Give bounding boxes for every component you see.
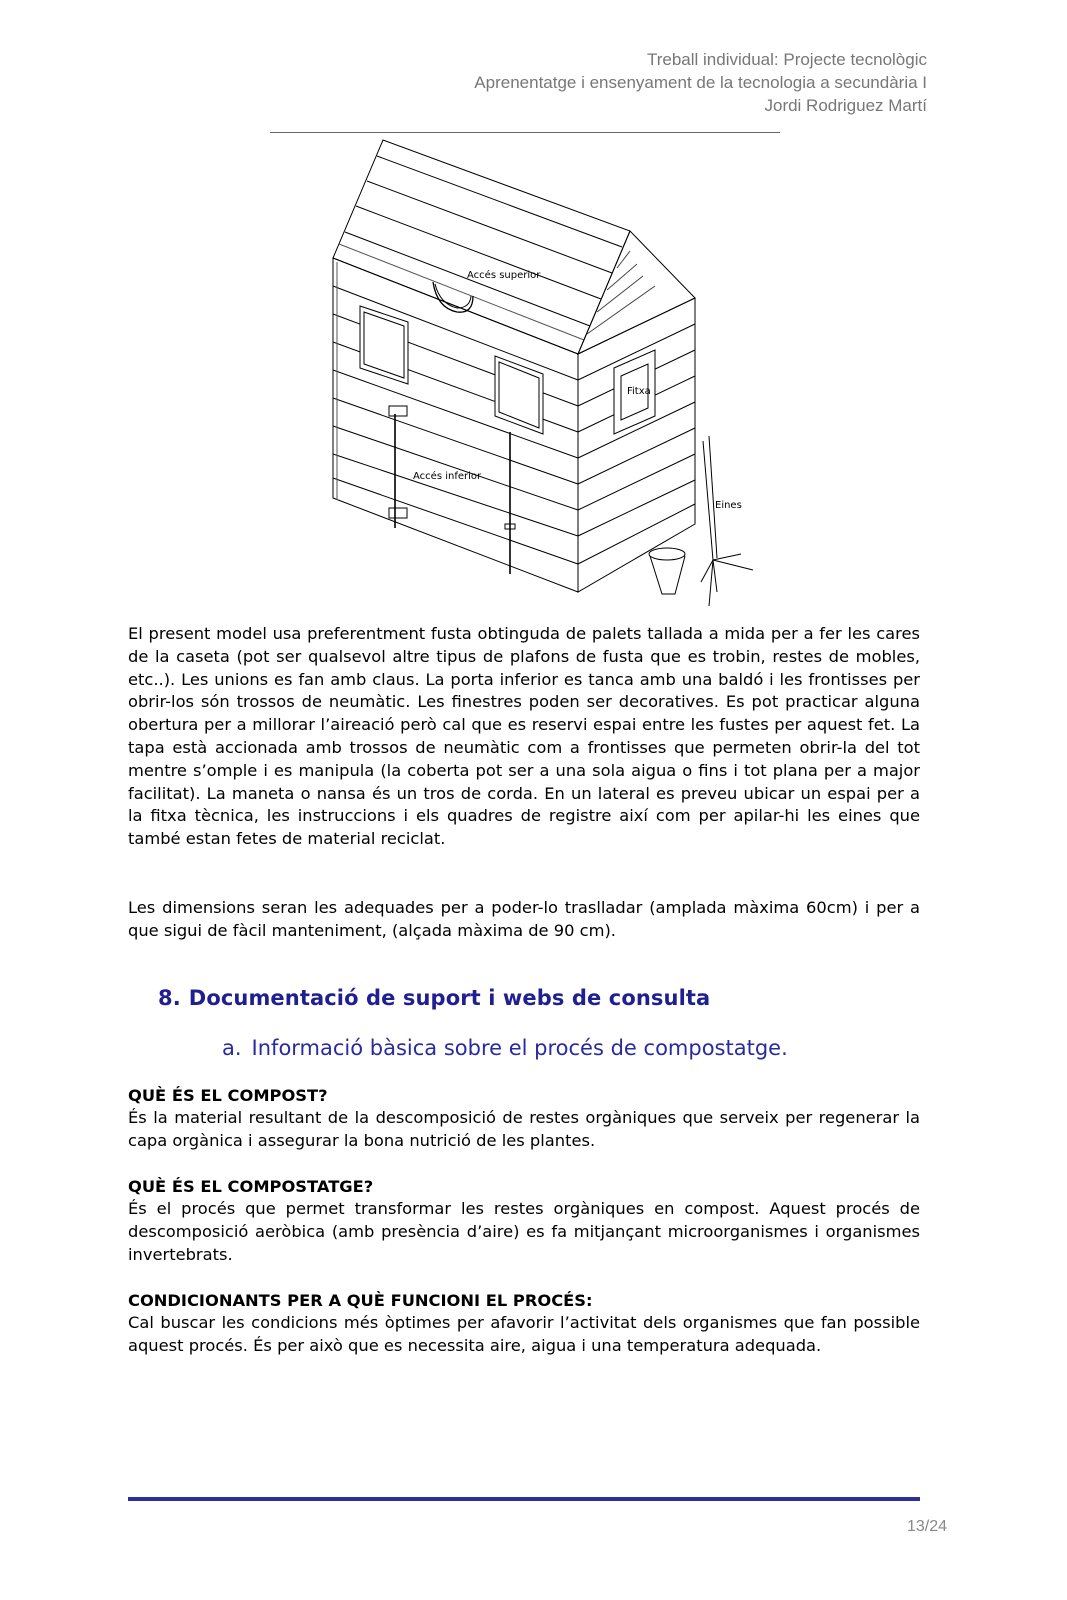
label-fitxa: Fitxa [627, 386, 651, 397]
conditions-heading: CONDICIONANTS PER A QUÈ FUNCIONI EL PROCÉS: [128, 1291, 593, 1310]
section-heading-8 [158, 986, 710, 1010]
right-window [495, 356, 543, 434]
label-bottom-access: Accés inferior [413, 471, 482, 482]
compost-answer: És la material resultant de la descomposició de restes orgàniques que serveix per regenerar la capa orgànica i assegurar la bona nutrició de les plantes. [128, 1108, 920, 1150]
section-title: Documentació de suport i webs de consulta [188, 986, 711, 1010]
header-author-line: Jordi Rodriguez Martí [764, 96, 927, 115]
subsection-letter: a. [222, 1036, 242, 1060]
paragraph-model-description: El present model usa preferentment fusta obtinguda de palets tallada a mida per a fer les cares de la caseta (pot ser qualsevol altre tipus de plafons de fusta que es trobin, restes de mobles, etc..). Les unions es fan amb claus. La porta inferior es tanca amb una baldó i les frontisses per obrir-los són trossos de neumàtic. Les finestres poden ser decoratives. Es pot practicar alguna obertura per a millorar l’aireació però cal que es reservi espai entre les fustes per aquest fet. La tapa està accionada amb trossos de neumàtic com a frontisses que permeten obrir-la del tot mentre s’omple i es manipula (la coberta pot ser a una sola aigua o fins i tot plana per a major facilitat). La maneta o nansa és un tros de corda. En un lateral es preveu ubicar un espai per a la fitxa tècnica, les instruccions i els quadres de registre així com per apilar-hi les eines que també estan fetes de material reciclat. [128, 624, 920, 849]
header-course-line: Aprenentatge i ensenyament de la tecnologia a secundària I [474, 73, 927, 92]
page-number: 13/24 [906, 1518, 947, 1535]
subsection-title: Informació bàsica sobre el procés de compostatge. [251, 1036, 788, 1060]
rope-handle [433, 282, 473, 312]
compost-bin-drawing [325, 136, 785, 612]
label-tools: Eines [715, 500, 742, 511]
compostatge-question: QUÈ ÉS EL COMPOSTATGE? [128, 1177, 374, 1196]
compostatge-answer: És el procés que permet transformar les restes orgàniques en compost. Aquest procés de descomposició aeròbica (amb presència d’aire) es fa mitjançant microorganismes i organismes invertebrats. [128, 1199, 920, 1264]
section-number: 8. [158, 986, 181, 1010]
page-header [474, 48, 927, 117]
tool-handle [703, 441, 713, 560]
gable-side [578, 231, 695, 354]
bucket [650, 556, 685, 594]
footer-divider [128, 1497, 920, 1501]
paragraph-dimensions: Les dimensions seran les adequades per a poder-lo traslladar (amplada màxima 60cm) i per a que sigui de fàcil manteniment, (alçada màxima de 90 cm). [128, 898, 920, 940]
left-window [360, 306, 408, 384]
conditions-text: Cal buscar les condicions més òptimes per afavorir l’activitat dels organismes que fan possible aquest procés. És per això que es necessita aire, aigua i una temperatura adequada. [128, 1313, 920, 1355]
compost-question: QUÈ ÉS EL COMPOST? [128, 1086, 328, 1105]
header-divider [270, 132, 780, 133]
label-top-access: Accés superior [467, 270, 541, 281]
side-wall [578, 298, 695, 592]
header-project-line: Treball individual: Projecte tecnològic [646, 50, 927, 69]
subsection-heading-a [222, 1036, 788, 1060]
